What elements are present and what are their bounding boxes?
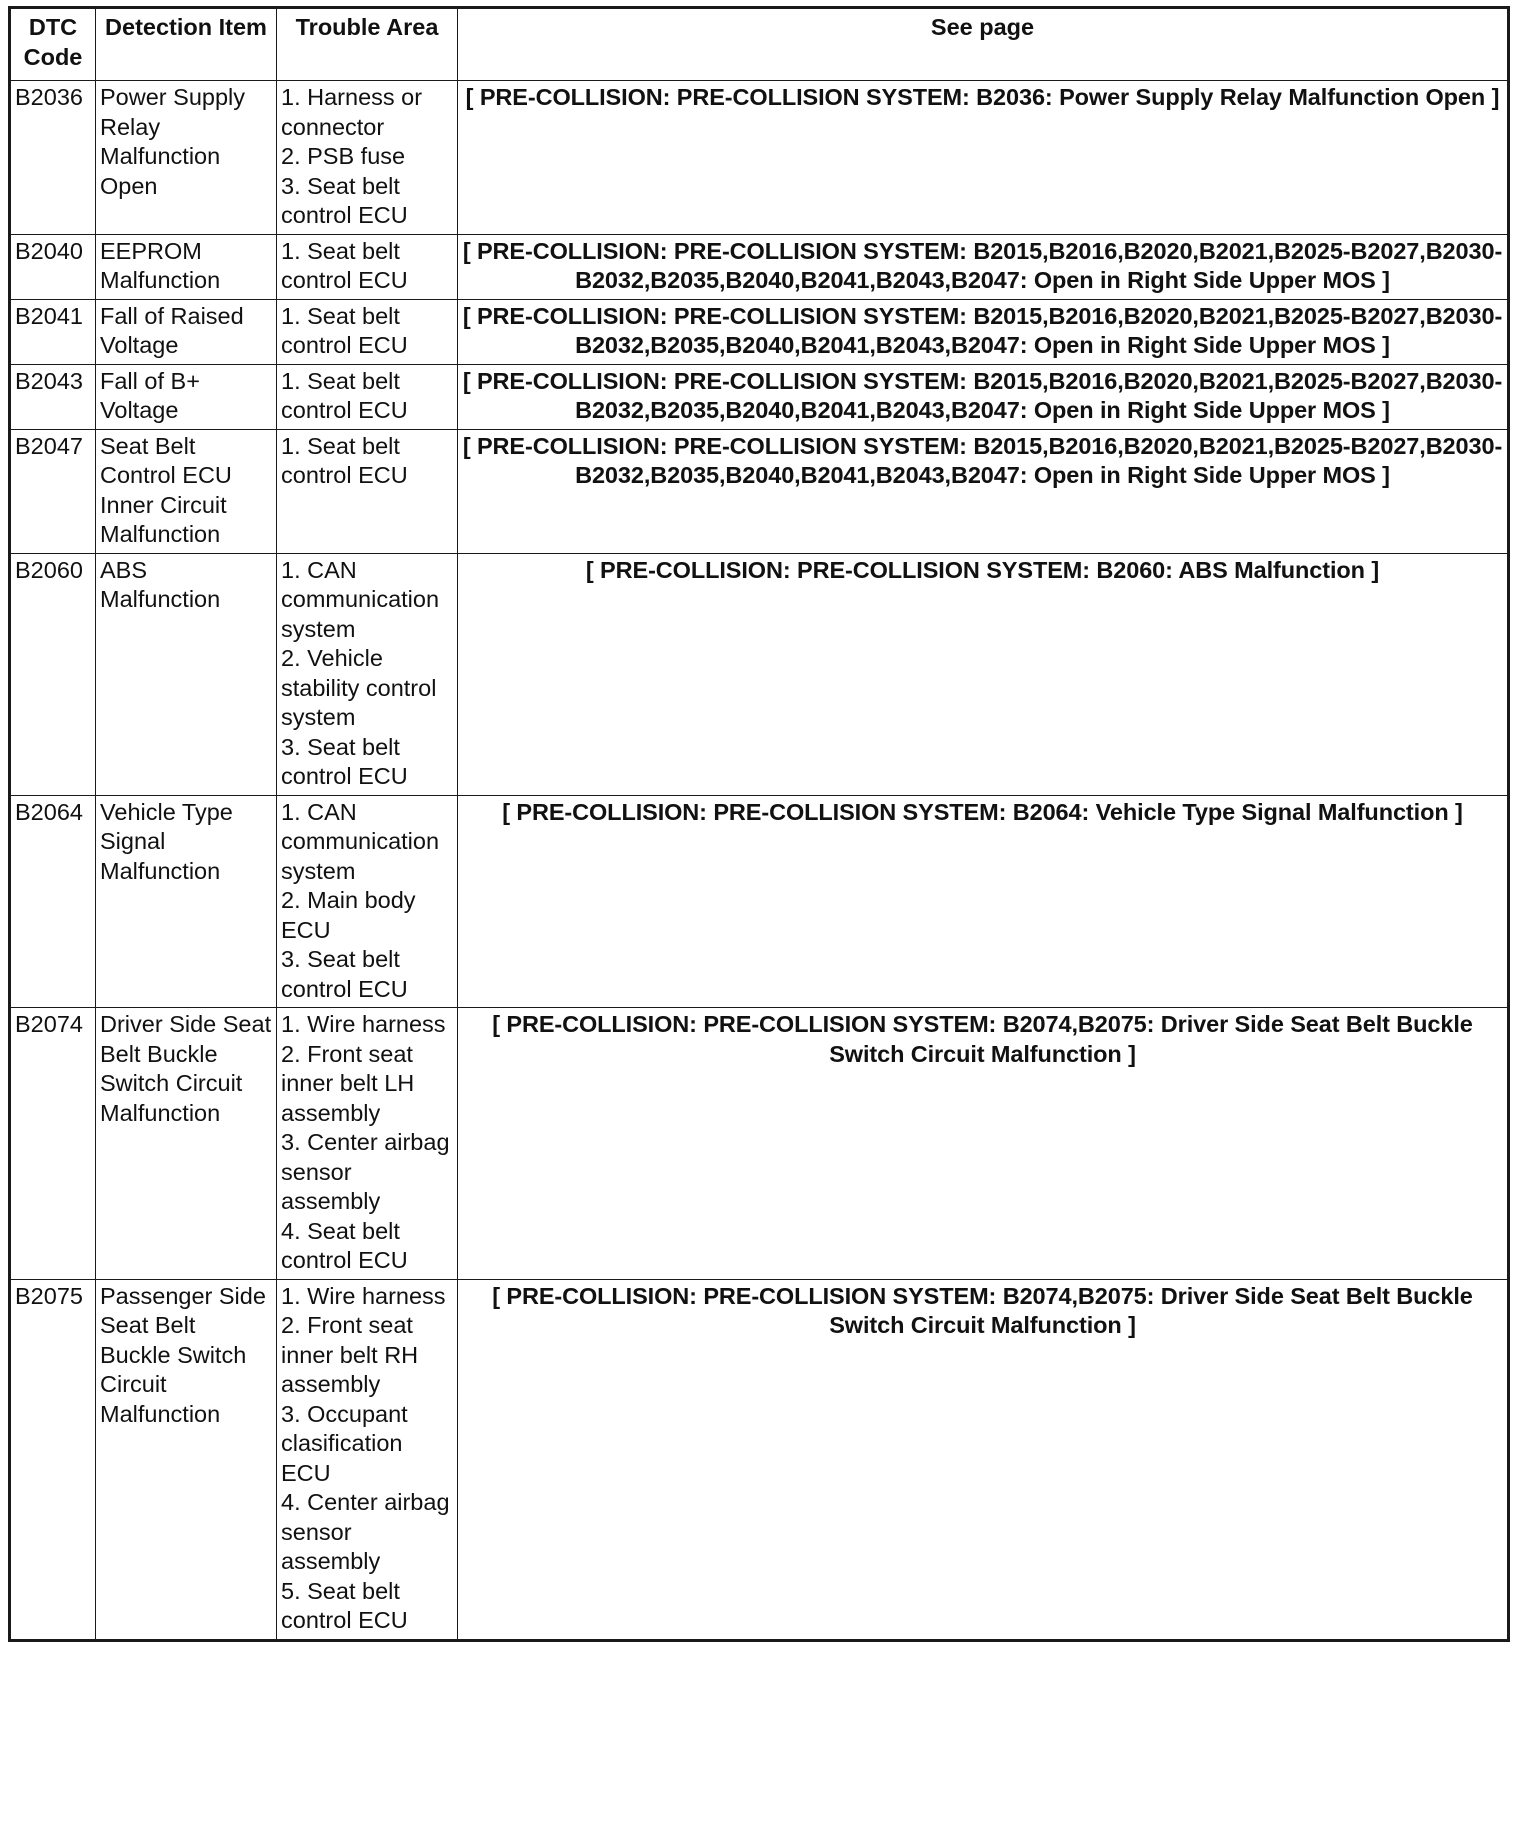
trouble-area-item: 1. Seat belt control ECU (281, 367, 408, 423)
trouble-area-cell (277, 81, 458, 235)
trouble-area-item: 1. CAN communication system (281, 556, 440, 642)
dtc-code-cell: B2074 (10, 1008, 96, 1280)
table-row (10, 81, 1509, 235)
header-see-page: See page (458, 8, 1509, 81)
header-row (10, 8, 1509, 81)
trouble-area-item: 1. Wire harness (281, 1011, 446, 1037)
trouble-area-cell (277, 1279, 458, 1640)
trouble-area-item: 3. Seat belt control ECU (281, 172, 408, 228)
see-page-link[interactable]: [ PRE-COLLISION: PRE-COLLISION SYSTEM: B2064: Vehicle Type Signal Malfunction ] (502, 798, 1463, 825)
trouble-area-item: 2. Vehicle stability control system (281, 645, 437, 730)
trouble-area-item: 5. Seat belt control ECU (281, 1577, 408, 1633)
table-body (10, 81, 1509, 1641)
table-row (10, 234, 1509, 299)
trouble-area-item: 1. Seat belt control ECU (281, 302, 408, 358)
detection-item-cell: Driver Side Seat Belt Buckle Switch Circuit Malfunction (96, 1008, 277, 1280)
trouble-area-cell (277, 364, 458, 429)
header-dtc-code: DTC Code (10, 8, 96, 81)
detection-item-cell: ABS Malfunction (96, 553, 277, 795)
see-page-cell (458, 234, 1509, 299)
see-page-cell (458, 1279, 1509, 1640)
trouble-area-item: 2. Front seat inner belt LH assembly (281, 1040, 415, 1126)
trouble-area-item: 1. Wire harness (281, 1282, 446, 1309)
see-page-link[interactable]: [ PRE-COLLISION: PRE-COLLISION SYSTEM: B2074,B2075: Driver Side Seat Belt Buckle Switch Circuit Malfunction ] (492, 1011, 1473, 1067)
dtc-code-cell: B2036 (10, 81, 96, 235)
see-page-cell (458, 553, 1509, 795)
trouble-area-cell (277, 299, 458, 364)
table-header (10, 8, 1509, 81)
detection-item-cell: Seat Belt Control ECU Inner Circuit Malfunction (96, 429, 277, 553)
see-page-cell (458, 364, 1509, 429)
trouble-area-cell (277, 553, 458, 795)
see-page-link[interactable]: [ PRE-COLLISION: PRE-COLLISION SYSTEM: B2015,B2016,B2020,B2021,B2025-B2027,B2030-B2032,B2035,B2040,B2041,B2043,B2047: Open in Right Side Upper MOS ] (462, 302, 1503, 358)
trouble-area-item: 3. Center airbag sensor assembly (281, 1129, 450, 1214)
see-page-link[interactable]: [ PRE-COLLISION: PRE-COLLISION SYSTEM: B2015,B2016,B2020,B2021,B2025-B2027,B2030-B2032,B2035,B2040,B2041,B2043,B2047: Open in Right Side Upper MOS ] (462, 237, 1503, 293)
dtc-code-cell: B2075 (10, 1279, 96, 1640)
see-page-link[interactable]: [ PRE-COLLISION: PRE-COLLISION SYSTEM: B2015,B2016,B2020,B2021,B2025-B2027,B2030-B2032,B2035,B2040,B2041,B2043,B2047: Open in Right Side Upper MOS ] (462, 432, 1503, 488)
dtc-code-cell: B2043 (10, 364, 96, 429)
detection-item-cell: Fall of Raised Voltage (96, 299, 277, 364)
table-row (10, 1008, 1509, 1280)
trouble-area-item: 3. Seat belt control ECU (281, 946, 408, 1002)
see-page-cell (458, 299, 1509, 364)
dtc-code-cell: B2047 (10, 429, 96, 553)
see-page-cell (458, 429, 1509, 553)
header-trouble-area: Trouble Area (277, 8, 458, 81)
see-page-cell (458, 795, 1509, 1008)
trouble-area-item: 1. Seat belt control ECU (281, 237, 408, 293)
trouble-area-cell (277, 1008, 458, 1280)
detection-item-cell: Vehicle Type Signal Malfunction (96, 795, 277, 1008)
dtc-code-cell: B2041 (10, 299, 96, 364)
see-page-cell (458, 81, 1509, 235)
trouble-area-item: 4. Seat belt control ECU (281, 1217, 408, 1273)
trouble-area-cell (277, 234, 458, 299)
trouble-area-item: 3. Occupant clasification ECU (281, 1400, 408, 1486)
header-detection-item: Detection Item (96, 8, 277, 81)
detection-item-cell: Passenger Side Seat Belt Buckle Switch Circuit Malfunction (96, 1279, 277, 1640)
dtc-code-cell: B2060 (10, 553, 96, 795)
trouble-area-item: 2. Main body ECU (281, 887, 416, 943)
trouble-area-item: 1. CAN communication system (281, 798, 440, 884)
trouble-area-item: 1. Seat belt control ECU (281, 432, 408, 488)
detection-item-cell: Power Supply Relay Malfunction Open (96, 81, 277, 235)
see-page-link[interactable]: [ PRE-COLLISION: PRE-COLLISION SYSTEM: B2036: Power Supply Relay Malfunction Open ] (465, 84, 1500, 110)
dtc-code-cell: B2064 (10, 795, 96, 1008)
table-row (10, 299, 1509, 364)
detection-item-cell: EEPROM Malfunction (96, 234, 277, 299)
see-page-link[interactable]: [ PRE-COLLISION: PRE-COLLISION SYSTEM: B2060: ABS Malfunction ] (585, 556, 1380, 583)
trouble-area-item: 4. Center airbag sensor assembly (281, 1489, 450, 1574)
table-row (10, 553, 1509, 795)
table-row (10, 1279, 1509, 1640)
trouble-area-item: 2. PSB fuse (281, 143, 406, 169)
see-page-cell (458, 1008, 1509, 1280)
see-page-link[interactable]: [ PRE-COLLISION: PRE-COLLISION SYSTEM: B2074,B2075: Driver Side Seat Belt Buckle Switch Circuit Malfunction ] (492, 1282, 1473, 1338)
table-row (10, 364, 1509, 429)
table-row (10, 429, 1509, 553)
trouble-area-item: 1. Harness or connector (281, 84, 423, 140)
trouble-area-cell (277, 429, 458, 553)
trouble-area-item: 2. Front seat inner belt RH assembly (281, 1312, 419, 1397)
see-page-link[interactable]: [ PRE-COLLISION: PRE-COLLISION SYSTEM: B2015,B2016,B2020,B2021,B2025-B2027,B2030-B2032,B2035,B2040,B2041,B2043,B2047: Open in Right Side Upper MOS ] (462, 367, 1503, 423)
trouble-area-cell (277, 795, 458, 1008)
dtc-code-cell: B2040 (10, 234, 96, 299)
detection-item-cell: Fall of B+ Voltage (96, 364, 277, 429)
trouble-area-item: 3. Seat belt control ECU (281, 733, 408, 789)
dtc-table (8, 6, 1510, 1642)
table-row (10, 795, 1509, 1008)
